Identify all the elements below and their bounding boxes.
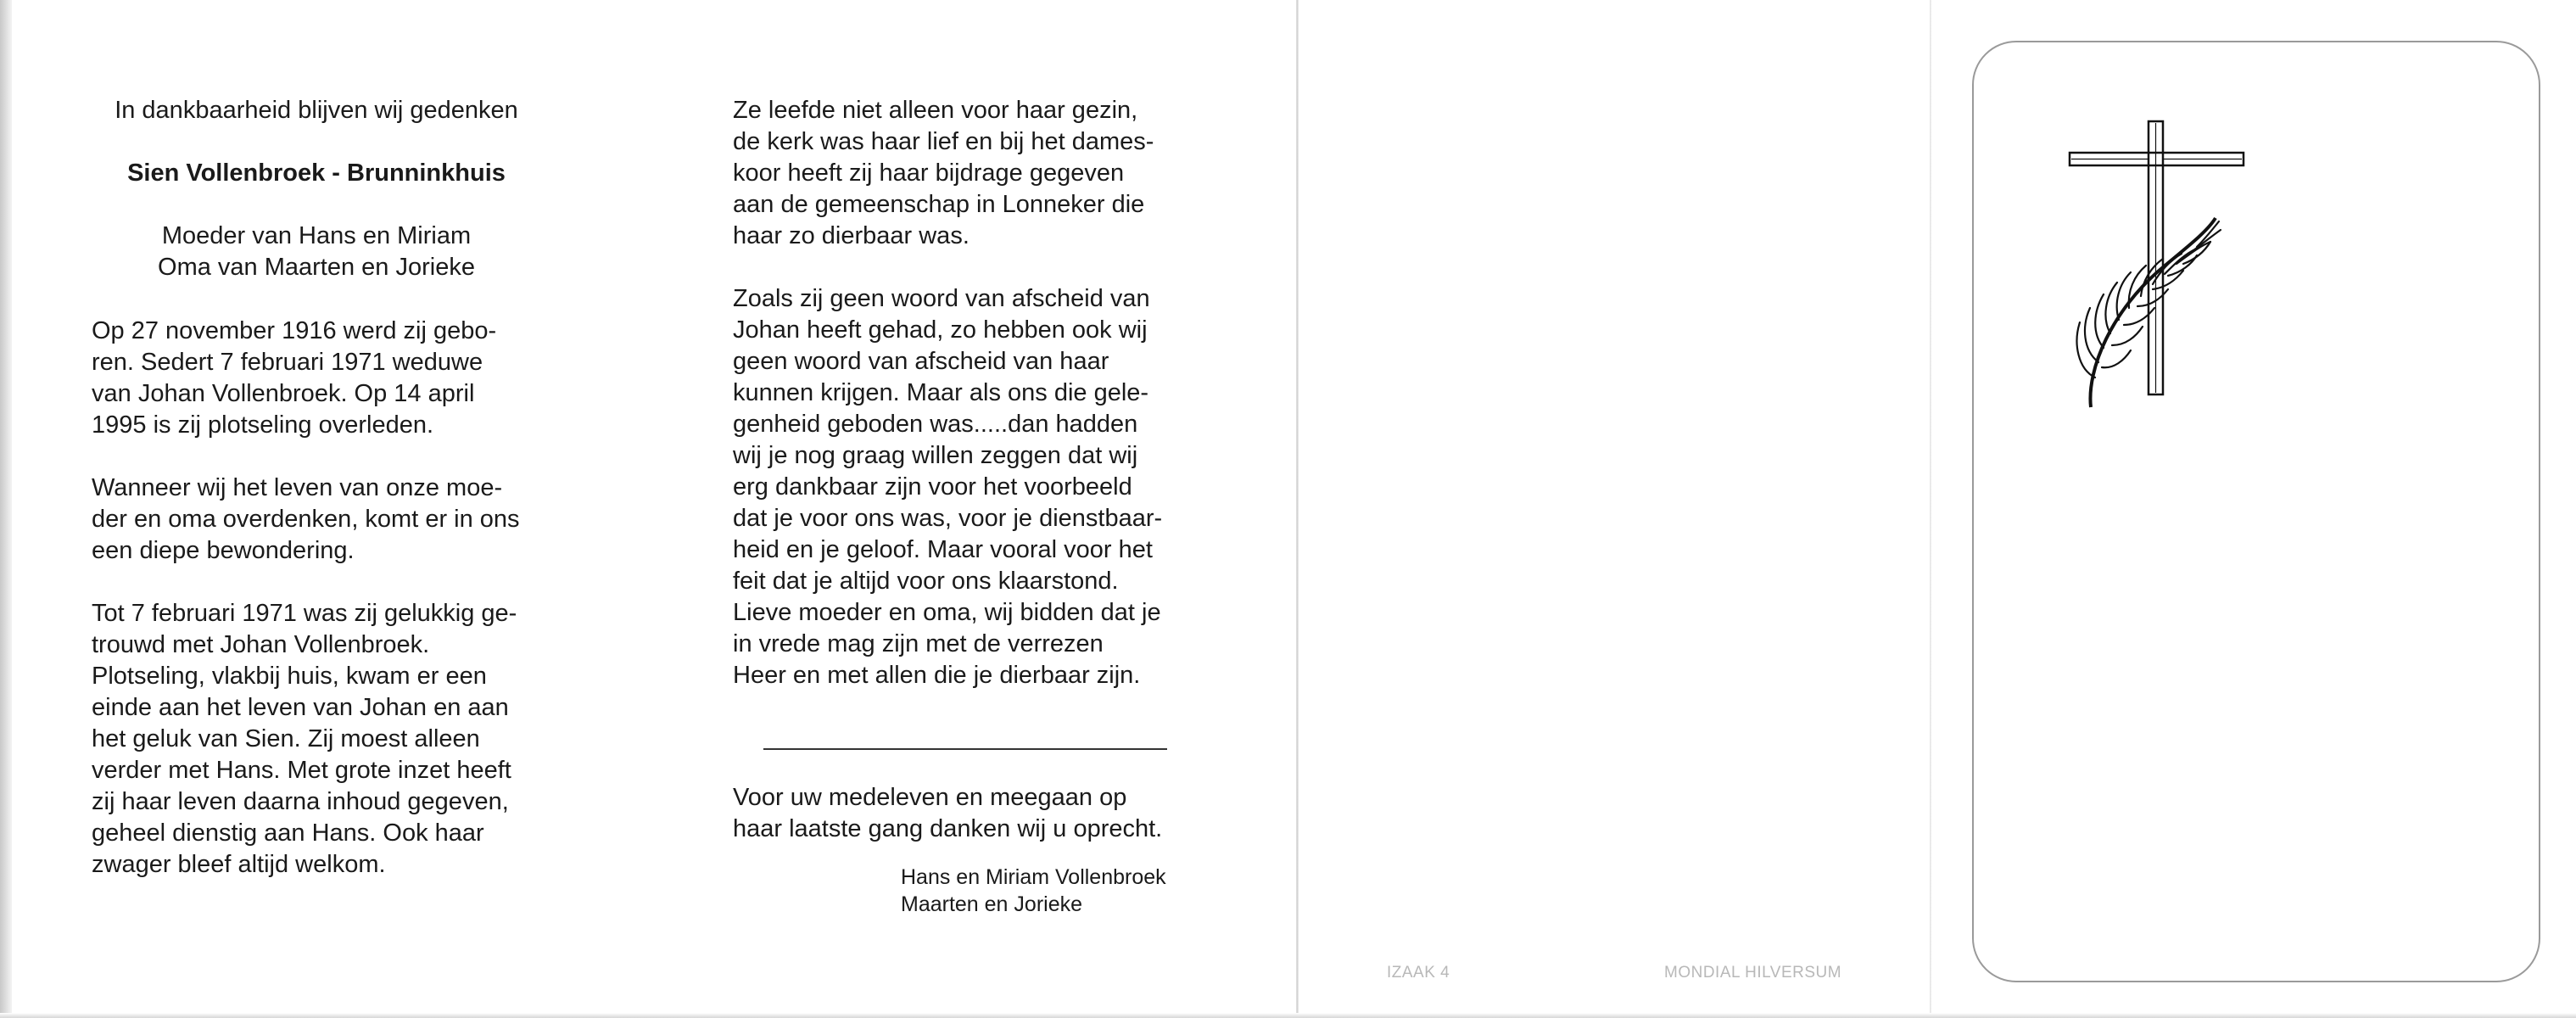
thanks-text xyxy=(733,782,1189,845)
text-line: zij haar leven daarna inhoud gegeven, xyxy=(92,788,509,815)
text-line: heid en je geloof. Maar vooral voor het xyxy=(733,536,1153,563)
text-line: genheid geboden was.....dan hadden xyxy=(733,411,1138,438)
text-line: geheel dienstig aan Hans. Ook haar xyxy=(92,819,484,847)
printer-mark: MONDIAL HILVERSUM xyxy=(1664,964,1842,982)
paragraph-birth xyxy=(92,316,547,441)
text-line: feit dat je altijd voor ons klaarstond. xyxy=(733,568,1119,595)
text-line: Johan heeft gehad, zo hebben ook wij xyxy=(733,316,1148,344)
text-line: 1995 is zij plotseling overleden. xyxy=(92,411,434,439)
text-line: de kerk was haar lief en bij het dames- xyxy=(733,128,1154,155)
text-line: Heer en met allen die je dierbaar zijn. xyxy=(733,662,1141,689)
text-line: Zoals zij geen woord van afscheid van xyxy=(733,285,1150,312)
center-fold xyxy=(1296,0,1299,1018)
text-line: Op 27 november 1916 werd zij gebo- xyxy=(92,317,497,344)
relations xyxy=(92,221,541,283)
text-line: Ze leefde niet alleen voor haar gezin, xyxy=(733,97,1138,124)
paragraph-reflection xyxy=(92,473,547,567)
text-line: kunnen krijgen. Maar als ons die gele- xyxy=(733,379,1149,406)
text-line: Voor uw medeleven en meegaan op xyxy=(733,784,1127,811)
deceased-name: Sien Vollenbroek - Brunninkhuis xyxy=(127,159,506,187)
text-line: der en oma overdenken, komt er in ons xyxy=(92,506,520,533)
text-line: dat je voor ons was, voor je dienstbaar- xyxy=(733,505,1163,532)
signature-line: Maarten en Jorieke xyxy=(901,892,1083,916)
text-line: ren. Sedert 7 februari 1971 weduwe xyxy=(92,349,483,376)
relation-line: Moeder van Hans en Miriam xyxy=(161,222,472,249)
text-line: in vrede mag zijn met de verrezen xyxy=(733,630,1104,657)
text-line: einde aan het leven van Johan en aan xyxy=(92,694,509,721)
text-line: trouwd met Johan Vollenbroek. xyxy=(92,631,430,658)
text-line: zwager bleef altijd welkom. xyxy=(92,851,386,878)
model-code: IZAAK 4 xyxy=(1387,964,1450,982)
paper-left-edge xyxy=(0,0,12,1018)
text-line: haar laatste gang danken wij u oprecht. xyxy=(733,815,1163,842)
text-line: verder met Hans. Met grote inzet heeft xyxy=(92,757,511,784)
text-line: erg dankbaar zijn voor het voorbeeld xyxy=(733,473,1132,501)
text-line: Tot 7 februari 1971 was zij gelukkig ge- xyxy=(92,600,517,627)
paragraph-church xyxy=(733,95,1189,252)
relation-line: Oma van Maarten en Jorieke xyxy=(158,254,475,281)
paragraph-life xyxy=(92,598,547,881)
signature xyxy=(901,864,1257,918)
text-line: aan de gemeenschap in Lonneker die xyxy=(733,191,1145,218)
text-line: haar zo dierbaar was. xyxy=(733,222,969,249)
text-line: van Johan Vollenbroek. Op 14 april xyxy=(92,380,475,407)
text-line: Lieve moeder en oma, wij bidden dat je xyxy=(733,599,1161,626)
text-line: het geluk van Sien. Zij moest alleen xyxy=(92,725,480,752)
divider-line xyxy=(763,748,1167,750)
text-line: Plotseling, vlakbij huis, kwam er een xyxy=(92,663,487,690)
cover-fold xyxy=(1930,0,1931,1018)
text-line: wij je nog graag willen zeggen dat wij xyxy=(733,442,1138,469)
cover-border xyxy=(1972,41,2540,982)
intro-line: In dankbaarheid blijven wij gedenken xyxy=(115,97,518,124)
text-line: koor heeft zij haar bijdrage gegeven xyxy=(733,159,1125,187)
signature-line: Hans en Miriam Vollenbroek xyxy=(901,865,1166,889)
text-line: Wanneer wij het leven van onze moe- xyxy=(92,474,503,501)
paragraph-farewell xyxy=(733,283,1189,691)
text-line: een diepe bewondering. xyxy=(92,537,355,564)
paper-bottom-edge xyxy=(0,1013,2576,1018)
cross-with-palm-branch-icon xyxy=(2061,115,2256,424)
text-line: geen woord van afscheid van haar xyxy=(733,348,1109,375)
